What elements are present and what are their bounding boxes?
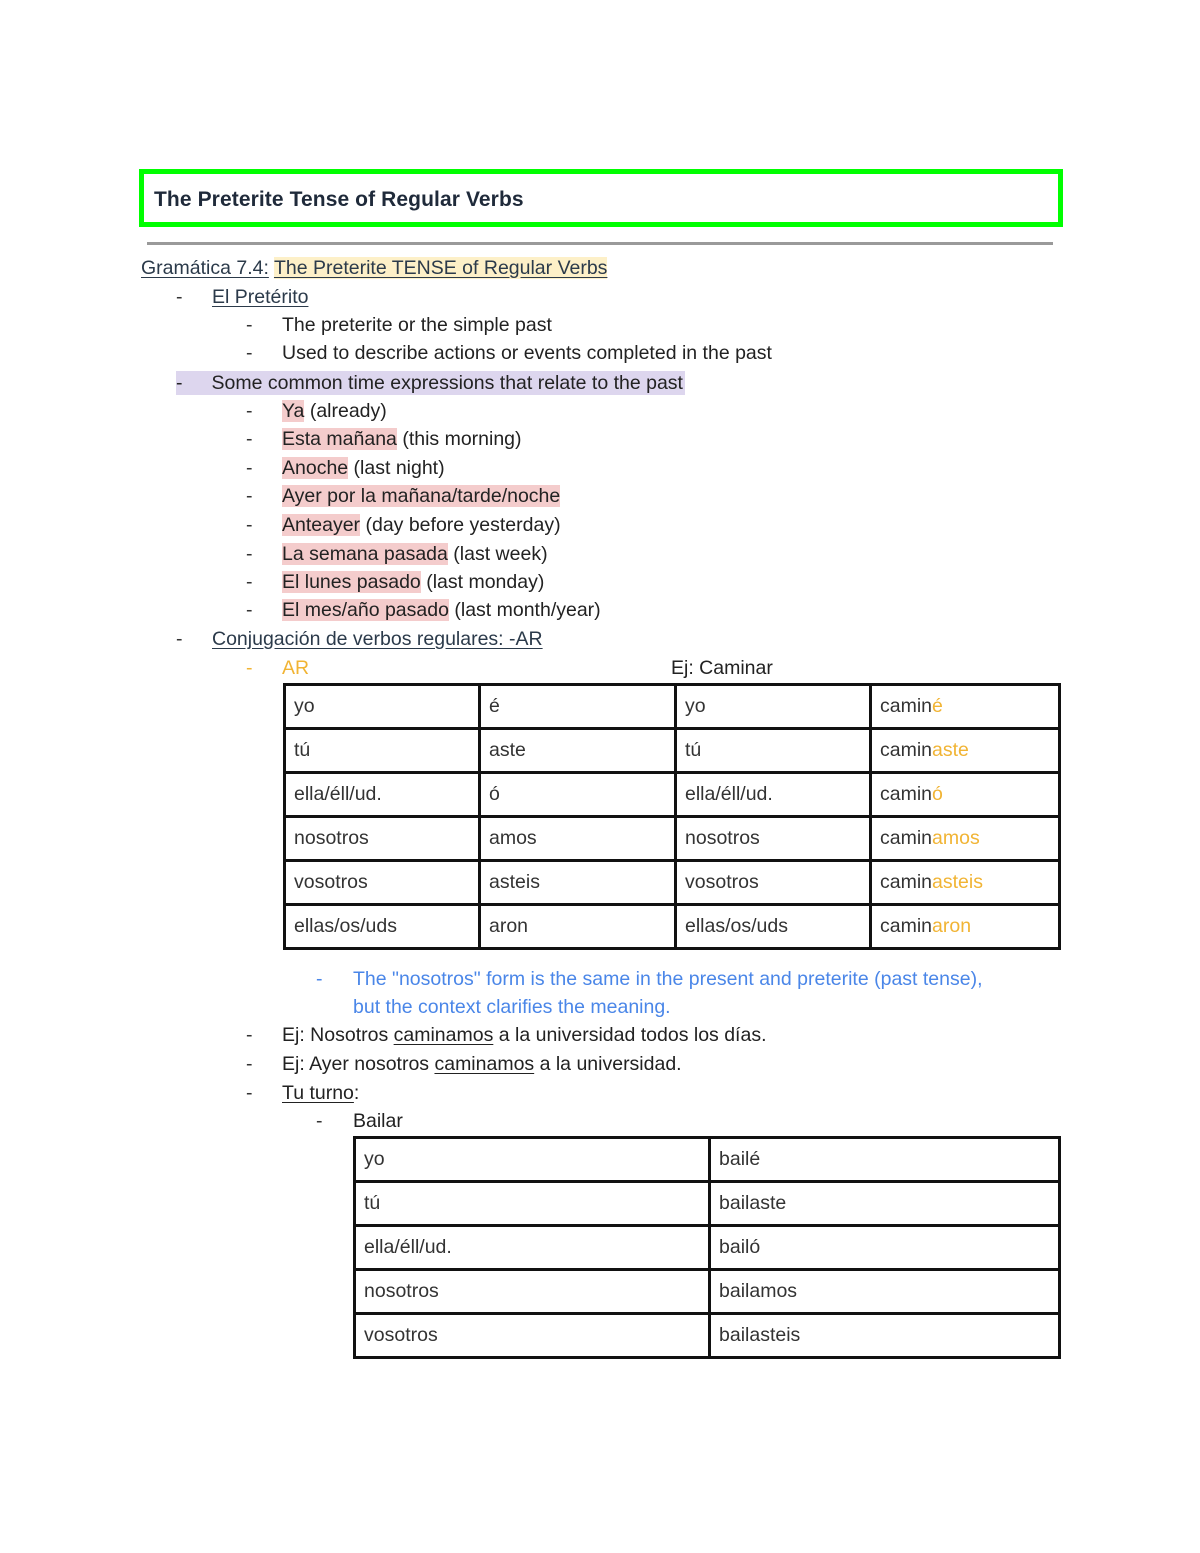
pronoun-cell: ellas/os/uds: [676, 905, 871, 949]
conjugated-form-cell: caminaste: [871, 729, 1060, 773]
table-row: [355, 1314, 1060, 1358]
bullet-dash: -: [246, 1024, 253, 1046]
table-row: [285, 773, 1060, 817]
note-line: but the context clarifies the meaning.: [353, 996, 671, 1018]
pronoun-cell: tú: [355, 1182, 710, 1226]
bullet-dash: -: [246, 400, 253, 422]
preterito-point: The preterite or the simple past: [282, 314, 552, 336]
example-sentence: Ej: Nosotros caminamos a la universidad todos los días.: [282, 1024, 767, 1046]
example-sentence: Ej: Ayer nosotros caminamos a la universidad.: [282, 1053, 682, 1075]
bullet-dash: -: [246, 543, 253, 565]
section-heading: [141, 256, 607, 280]
conjugated-form-cell: bailó: [710, 1226, 1060, 1270]
bullet-dash: -: [176, 372, 183, 394]
time-expression-item: Ayer por la mañana/tarde/noche: [282, 485, 561, 507]
bullet-dash: -: [246, 1053, 253, 1075]
pronoun-cell: yo: [355, 1138, 710, 1182]
heading-highlight: The Preterite TENSE of Regular Verbs: [273, 257, 608, 279]
conjugated-form-cell: bailaste: [710, 1182, 1060, 1226]
conjugated-form-cell: caminamos: [871, 817, 1060, 861]
pronoun-cell: ellas/os/uds: [285, 905, 480, 949]
time-expressions-heading: [176, 371, 685, 395]
table-row: [285, 905, 1060, 949]
time-expressions-label: Some common time expressions that relate to the past: [211, 372, 683, 394]
bullet-dash: -: [316, 1110, 323, 1132]
page-title: The Preterite Tense of Regular Verbs: [154, 188, 524, 211]
pronoun-cell: vosotros: [355, 1314, 710, 1358]
conjugated-form-cell: bailé: [710, 1138, 1060, 1182]
heading-prefix: Gramática 7.4:: [141, 257, 269, 279]
ending-cell: aron: [480, 905, 676, 949]
title-box: [139, 169, 1063, 227]
pronoun-cell: nosotros: [355, 1270, 710, 1314]
verb-label: Bailar: [353, 1110, 403, 1132]
bullet-dash: -: [246, 1082, 253, 1104]
bullet-dash: -: [246, 314, 253, 336]
conjugated-form-cell: caminasteis: [871, 861, 1060, 905]
preterito-label: El Pretérito: [212, 286, 309, 308]
time-expression-item: El lunes pasado (last monday): [282, 571, 545, 593]
table-row: [355, 1226, 1060, 1270]
time-expression-item: El mes/año pasado (last month/year): [282, 599, 601, 621]
ending-cell: ó: [480, 773, 676, 817]
bullet-dash: -: [246, 428, 253, 450]
bullet-dash: -: [246, 657, 253, 679]
pronoun-cell: ella/éll/ud.: [676, 773, 871, 817]
note-line: The "nosotros" form is the same in the present and preterite (past tense),: [353, 968, 983, 990]
pronoun-cell: nosotros: [676, 817, 871, 861]
table-row: [285, 729, 1060, 773]
time-expression-item: Anteayer (day before yesterday): [282, 514, 561, 536]
table-row: [285, 861, 1060, 905]
bullet-dash: -: [246, 342, 253, 364]
bullet-dash: -: [246, 571, 253, 593]
bullet-dash: -: [246, 457, 253, 479]
pronoun-cell: ella/éll/ud.: [355, 1226, 710, 1270]
pronoun-cell: vosotros: [285, 861, 480, 905]
bullet-dash: -: [246, 599, 253, 621]
table-row: [355, 1138, 1060, 1182]
ar-label: AR: [282, 657, 310, 679]
preterito-point: Used to describe actions or events completed in the past: [282, 342, 772, 364]
time-expression-item: La semana pasada (last week): [282, 543, 548, 565]
time-expression-item: Anoche (last night): [282, 457, 445, 479]
pronoun-cell: vosotros: [676, 861, 871, 905]
ending-cell: asteis: [480, 861, 676, 905]
bullet-dash: -: [246, 514, 253, 536]
conjugated-form-cell: bailasteis: [710, 1314, 1060, 1358]
conjugation-label: Conjugación de verbos regulares: -AR: [212, 628, 543, 650]
pronoun-cell: tú: [285, 729, 480, 773]
pronoun-cell: yo: [285, 685, 480, 729]
pronoun-cell: yo: [676, 685, 871, 729]
pronoun-cell: nosotros: [285, 817, 480, 861]
table-row: [285, 685, 1060, 729]
ending-cell: amos: [480, 817, 676, 861]
pronoun-cell: tú: [676, 729, 871, 773]
bullet-dash: -: [316, 968, 323, 990]
time-expression-item: Ya (already): [282, 400, 387, 422]
pronoun-cell: ella/éll/ud.: [285, 773, 480, 817]
table-row: [355, 1182, 1060, 1226]
table-row: [355, 1270, 1060, 1314]
your-turn-label: Tu turno:: [282, 1082, 360, 1104]
bailar-conjugation-table: [353, 1136, 1061, 1359]
ending-cell: aste: [480, 729, 676, 773]
conjugated-form-cell: caminó: [871, 773, 1060, 817]
ar-conjugation-table: [283, 683, 1061, 950]
conjugated-form-cell: caminaron: [871, 905, 1060, 949]
conjugated-form-cell: bailamos: [710, 1270, 1060, 1314]
bullet-dash: -: [246, 485, 253, 507]
table-row: [285, 817, 1060, 861]
horizontal-rule: [147, 242, 1053, 245]
example-label: Ej: Caminar: [671, 657, 773, 679]
bullet-dash: -: [176, 286, 183, 308]
ending-cell: é: [480, 685, 676, 729]
time-expression-item: Esta mañana (this morning): [282, 428, 522, 450]
bullet-dash: -: [176, 628, 183, 650]
conjugated-form-cell: caminé: [871, 685, 1060, 729]
